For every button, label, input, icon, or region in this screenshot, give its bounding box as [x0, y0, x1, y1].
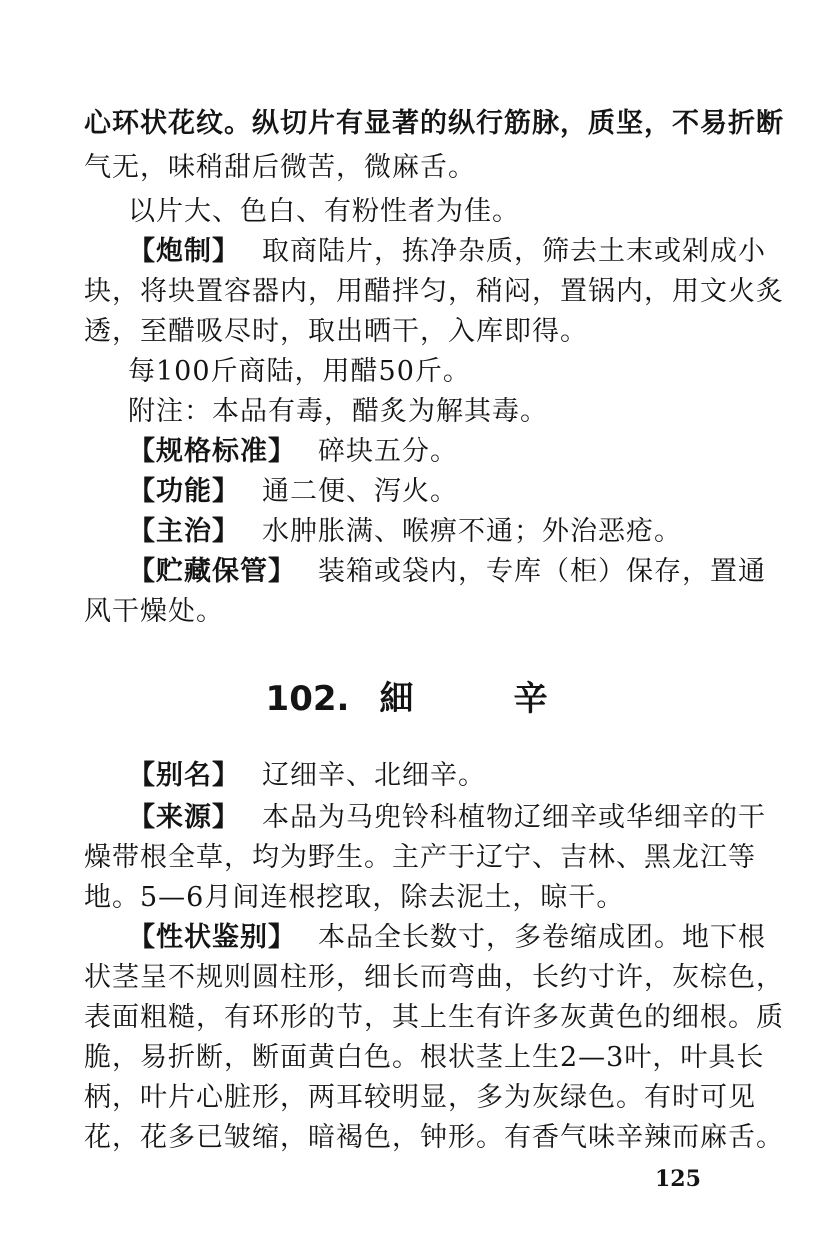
section-number: 102. — [265, 679, 350, 719]
guige-text: 碎块五分。 — [318, 436, 458, 467]
zhucang-line — [128, 552, 766, 592]
zhuzhi-label: 【主治】 — [128, 516, 240, 547]
bieming-text: 辽细辛、北细辛。 — [262, 760, 486, 791]
section-title-char: 辛 — [513, 679, 548, 719]
text-line: 气无，味稍甜后微苦，微麻舌。 — [84, 152, 476, 183]
xingzhuang-text: 本品全长数寸，多卷缩成团。地下根 — [318, 922, 766, 953]
guige-label: 【规格标准】 — [128, 436, 296, 467]
text-line: 透，至醋吸尽时，取出晒干，入库即得。 — [84, 316, 588, 347]
gongneng-text: 通二便、泻火。 — [262, 476, 458, 507]
bieming-line — [128, 756, 754, 796]
text-line: 花，花多已皱缩，暗褐色，钟形。有香气味辛辣而麻舌。 — [84, 1122, 784, 1153]
text-line: 状茎呈不规则圆柱形，细长而弯曲，长约寸许，灰棕色， — [84, 962, 784, 993]
laiyuan-text: 本品为马兜铃科植物辽细辛或华细辛的干 — [262, 802, 766, 833]
page-number: 125 — [655, 1166, 701, 1192]
text-line: 脆，易折断，断面黄白色。根状茎上生2—3叶，叶具长 — [84, 1042, 765, 1073]
xingzhuang-line — [128, 918, 766, 958]
text-line: 燥带根全草，均为野生。主产于辽宁、吉林、黑龙江等 — [84, 842, 756, 873]
laiyuan-line — [128, 798, 766, 838]
section-heading — [0, 676, 813, 722]
paozhi-text: 取商陆片，拣净杂质，筛去土末或剁成小 — [262, 236, 766, 267]
zhucang-label: 【贮藏保管】 — [128, 556, 296, 587]
note-line: 附注：本品有毒，醋炙为解其毒。 — [128, 396, 548, 427]
text-line: 心环状花纹。纵切片有显著的纵行筋脉，质坚，不易折断 — [84, 108, 784, 139]
guige-line — [128, 432, 754, 472]
text-line: 地。5—6月间连根挖取，除去泥土，晾干。 — [84, 882, 625, 913]
paozhi-paragraph — [128, 232, 766, 272]
text-line: 表面粗糙，有环形的节，其上生有许多灰黄色的细根。质 — [84, 1002, 784, 1033]
section-title-char: 細 — [379, 679, 414, 719]
zhuzhi-text: 水肿胀满、喉痹不通；外治恶疮。 — [262, 516, 682, 547]
bieming-label: 【别名】 — [128, 760, 240, 791]
laiyuan-label: 【来源】 — [128, 802, 240, 833]
ratio-line: 每100斤商陆，用醋50斤。 — [128, 356, 471, 387]
text-line: 块，将块置容器内，用醋拌匀，稍闷，置锅内，用文火炙 — [84, 276, 784, 307]
gongneng-label: 【功能】 — [128, 476, 240, 507]
text-line: 柄，叶片心脏形，两耳较明显，多为灰绿色。有时可见 — [84, 1082, 756, 1113]
zhucang-text: 装箱或袋内，专库（柜）保存，置通 — [318, 556, 766, 587]
text-line: 风干燥处。 — [84, 596, 224, 627]
xingzhuang-label: 【性状鉴别】 — [128, 922, 296, 953]
paozhi-label: 【炮制】 — [128, 236, 240, 267]
gongneng-line — [128, 472, 754, 512]
zhuzhi-line — [128, 512, 754, 552]
text-line: 以片大、色白、有粉性者为佳。 — [128, 196, 520, 227]
